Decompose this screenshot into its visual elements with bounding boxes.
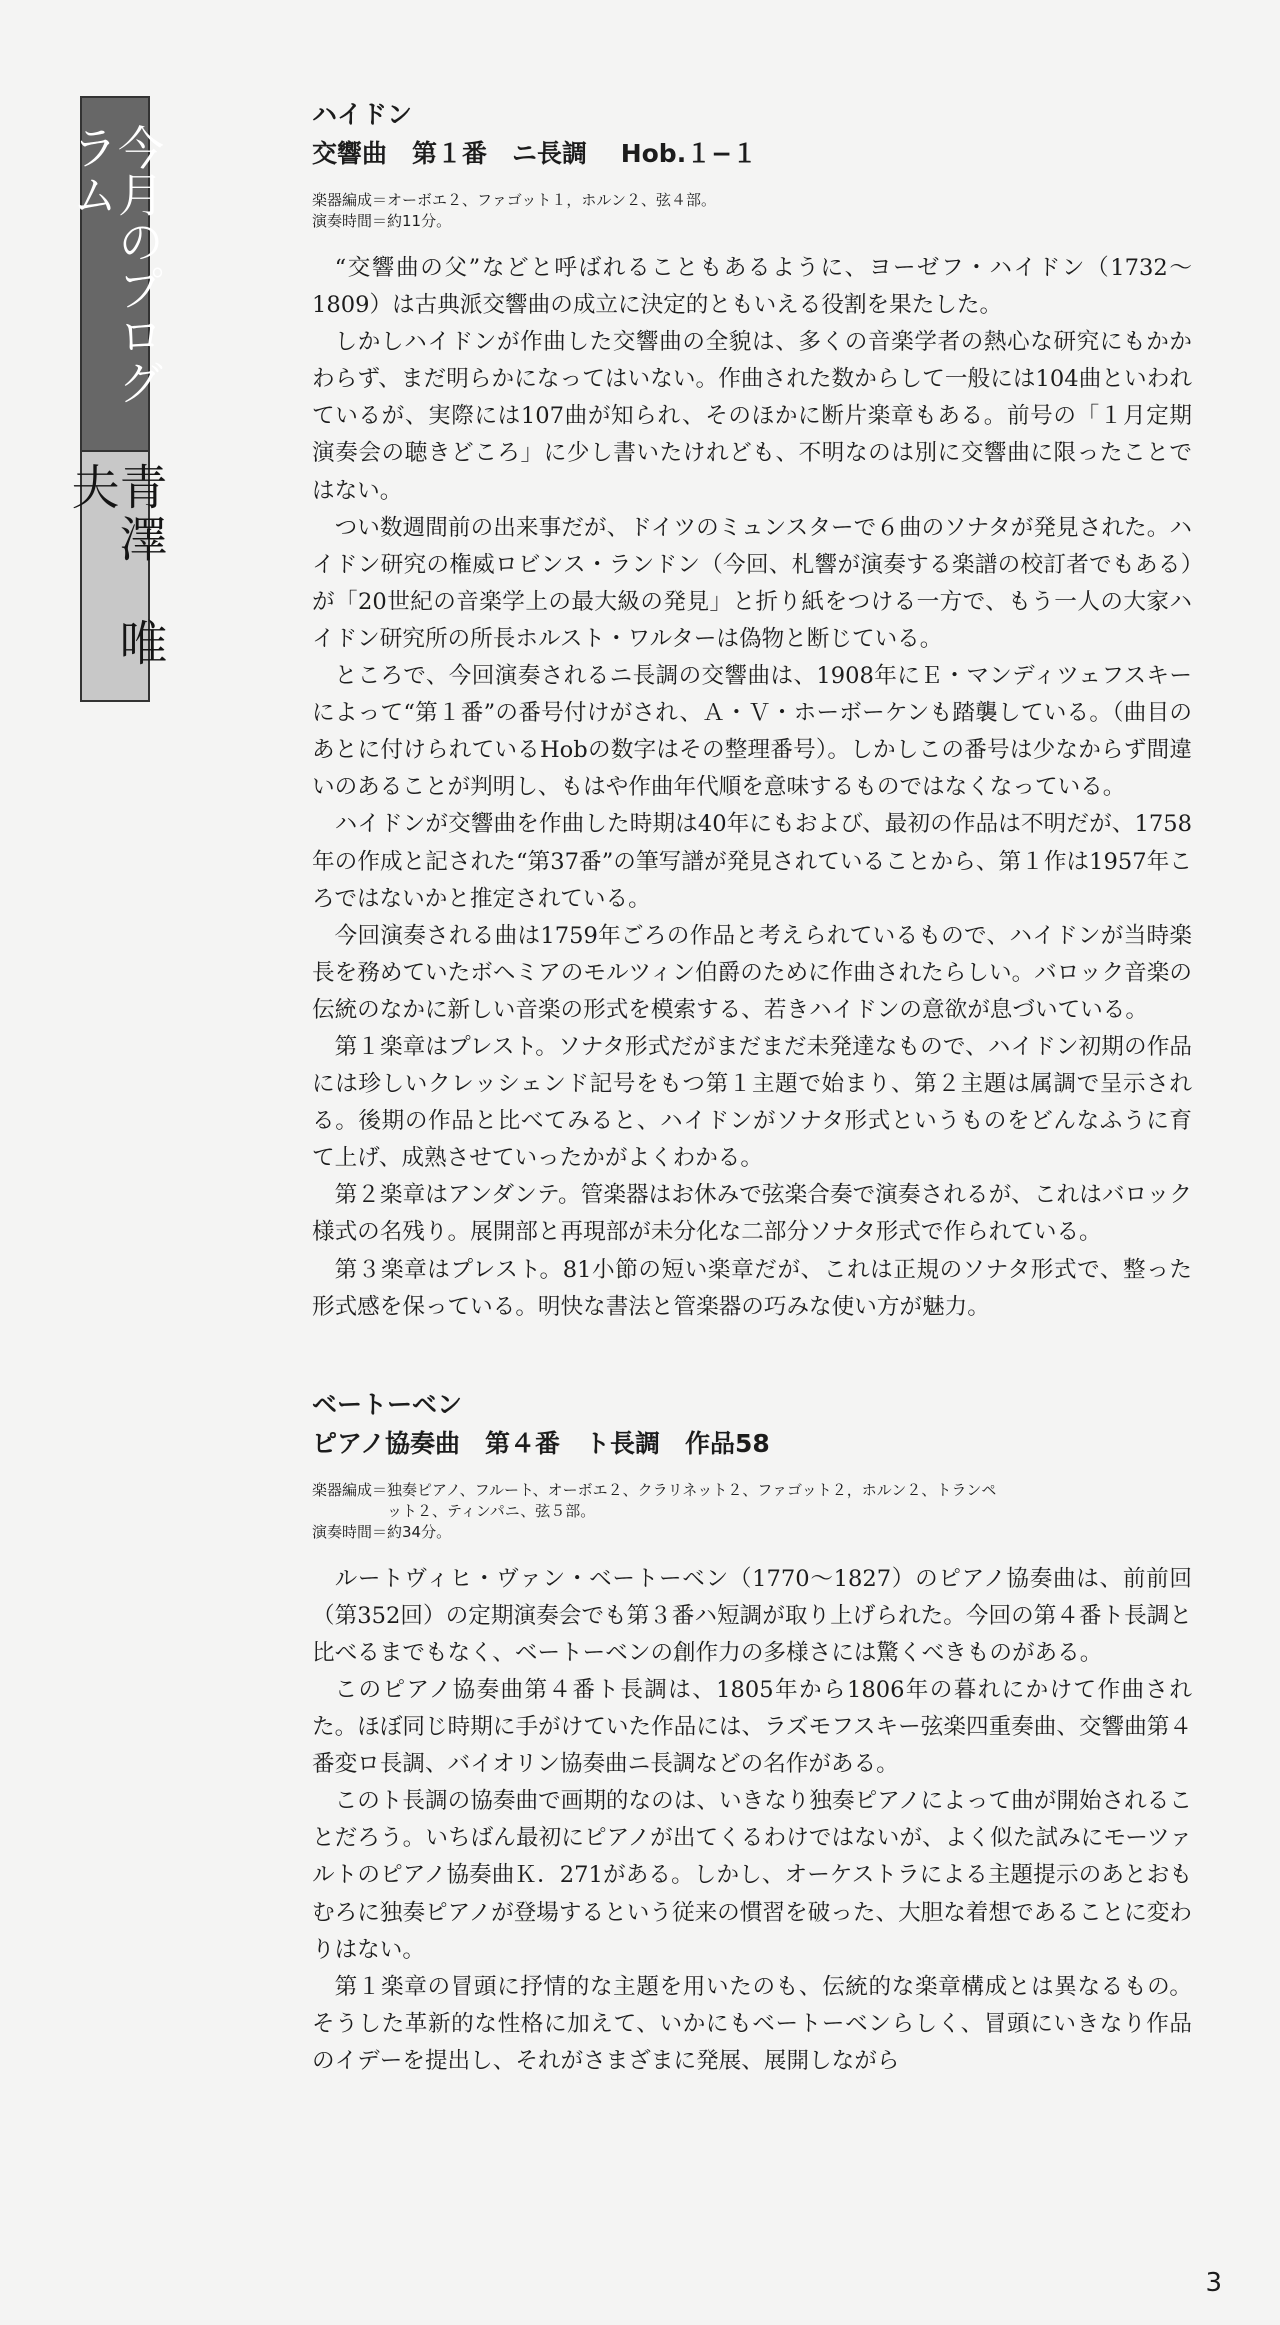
work-meta [312, 1480, 1192, 1543]
work-meta [312, 190, 1192, 232]
paragraph: “交響曲の父”などと呼ばれることもあるように、ヨーゼフ・ハイドン（1732〜1809）は古典派交響曲の成立に決定的ともいえる役割を果たした。 [312, 255, 1192, 319]
duration: 演奏時間＝約11分。 [312, 212, 452, 230]
paragraph: 第２楽章はアンダンテ。管楽器はお休みで弦楽合奏で演奏されるが、これはバロック様式の名残り。展開部と再現部が未分化な二部分ソナタ形式で作られている。 [312, 1182, 1192, 1246]
paragraph: 第１楽章の冒頭に抒情的な主題を用いたのも、伝統的な楽章構成とは異なるもの。そうした革新的な性格に加えて、いかにもベートーベンらしく、冒頭にいきなり作品のイデーを提出し、それがさまざまに発展、展開しながら [312, 1973, 1192, 2074]
paragraph: 第３楽章はプレスト。81小節の短い楽章だが、これは正規のソナタ形式で、整った形式感を保っている。明快な書法と管楽器の巧みな使い方が魅力。 [312, 1256, 1192, 1320]
section-haydn [312, 96, 1192, 1326]
instrumentation: 楽器編成＝独奏ピアノ、フルート、オーボエ２、クラリネット２、ファゴット２，ホルン２、トランペ [312, 1480, 997, 1499]
sidebar-heading: 今月のプログラム [65, 124, 165, 406]
sidebar-author: 青澤 唯夫 [63, 462, 167, 670]
paragraph: このピアノ協奏曲第４番ト長調は、1805年から1806年の暮れにかけて作曲された。ほぼ同じ時期に手がけていた作品には、ラズモフスキー弦楽四重奏曲、交響曲第４番変ロ長調、バイオリン協奏曲ニ長調などの名作がある。 [312, 1677, 1192, 1778]
paragraph: ハイドンが交響曲を作曲した時期は40年にもおよび、最初の作品は不明だが、1758年の作成と記された“第37番”の筆写譜が発見されていることから、第１作は1957年ころではないかと推定されている。 [312, 811, 1192, 912]
section-beethoven [312, 1386, 1192, 2080]
instrumentation-continued: ット２、ティンパニ、弦５部。 [387, 1501, 596, 1520]
sidebar-label [63, 96, 167, 702]
main-content [312, 96, 1192, 2080]
instrumentation: 楽器編成＝オーボエ２、ファゴット１，ホルン２、弦４部。 [312, 191, 717, 209]
paragraph: このト長調の協奏曲で画期的なのは、いきなり独奏ピアノによって曲が開始されることだろう。いちばん最初にピアノが出てくるわけではないが、よく似た試みにモーツァルトのピアノ協奏曲Ｋ．271がある。しかし、オーケストラによる主題提示のあとおもむろに独奏ピアノが登場するという従来の慣習を破った、大胆な着想であることに変わりはない。 [312, 1788, 1192, 1963]
work-title: ピアノ協奏曲 第４番 ト長調 作品58 [312, 1428, 770, 1458]
paragraph: ところで、今回演奏されるニ長調の交響曲は、1908年にＥ・マンディツェフスキーによって“第１番”の番号付けがされ、Ａ・Ｖ・ホーボーケンも踏襲している。（曲目のあとに付けられているHobの数字はその整理番号）。しかしこの番号は少なからず間違いのあることが判明し、もはや作曲年代順を意味するものではなくなっている。 [312, 663, 1192, 801]
page-number: 3 [1205, 2268, 1222, 2298]
paragraph: ルートヴィヒ・ヴァン・ベートーベン（1770〜1827）のピアノ協奏曲は、前前回（第352回）の定期演奏会でも第３番ハ短調が取り上げられた。今回の第４番ト長調と比べるまでもなく、ベートーベンの創作力の多様さには驚くべきものがある。 [312, 1565, 1192, 1666]
paragraph: 今回演奏される曲は1759年ごろの作品と考えられているもので、ハイドンが当時楽長を務めていたボヘミアのモルツィン伯爵のために作曲されたらしい。バロック音楽の伝統のなかに新しい音楽の形式を模索する、若きハイドンの意欲が息づいている。 [312, 922, 1192, 1023]
composer-name: ハイドン [312, 100, 413, 129]
paragraph: 第１楽章はプレスト。ソナタ形式だがまだまだ未発達なもので、ハイドン初期の作品には珍しいクレッシェンド記号をもつ第１主題で始まり、第２主題は属調で呈示される。後期の作品と比べてみると、ハイドンがソナタ形式というものをどんなふうに育て上げ、成熟させていったかがよくわかる。 [312, 1033, 1192, 1172]
duration: 演奏時間＝約34分。 [312, 1522, 452, 1541]
paragraph: しかしハイドンが作曲した交響曲の全貌は、多くの音楽学者の熱心な研究にもかかわらず、まだ明らかになってはいない。作曲された数からして一般には104曲といわれているが、実際には107曲が知られ、そのほかに断片楽章もある。前号の「１月定期演奏会の聴きどころ」に少し書いたけれども、不明なのは別に交響曲に限ったことではない。 [312, 329, 1192, 504]
sidebar-author-box [63, 452, 167, 702]
paragraph: つい数週間前の出来事だが、ドイツのミュンスターで６曲のソナタが発見された。ハイドン研究の権威ロビンス・ランドン（今回、札響が演奏する楽譜の校訂者でもある）が「20世紀の音楽学上の最大級の発見」と折り紙をつける一方で、もう一人の大家ハイドン研究所の所長ホルスト・ワルターは偽物と断じている。 [312, 514, 1192, 652]
work-title: 交響曲 第１番 ニ長調 Hob.１−１ [312, 139, 758, 168]
sidebar-heading-box [65, 96, 165, 452]
composer-name: ベートーベン [312, 1389, 463, 1419]
